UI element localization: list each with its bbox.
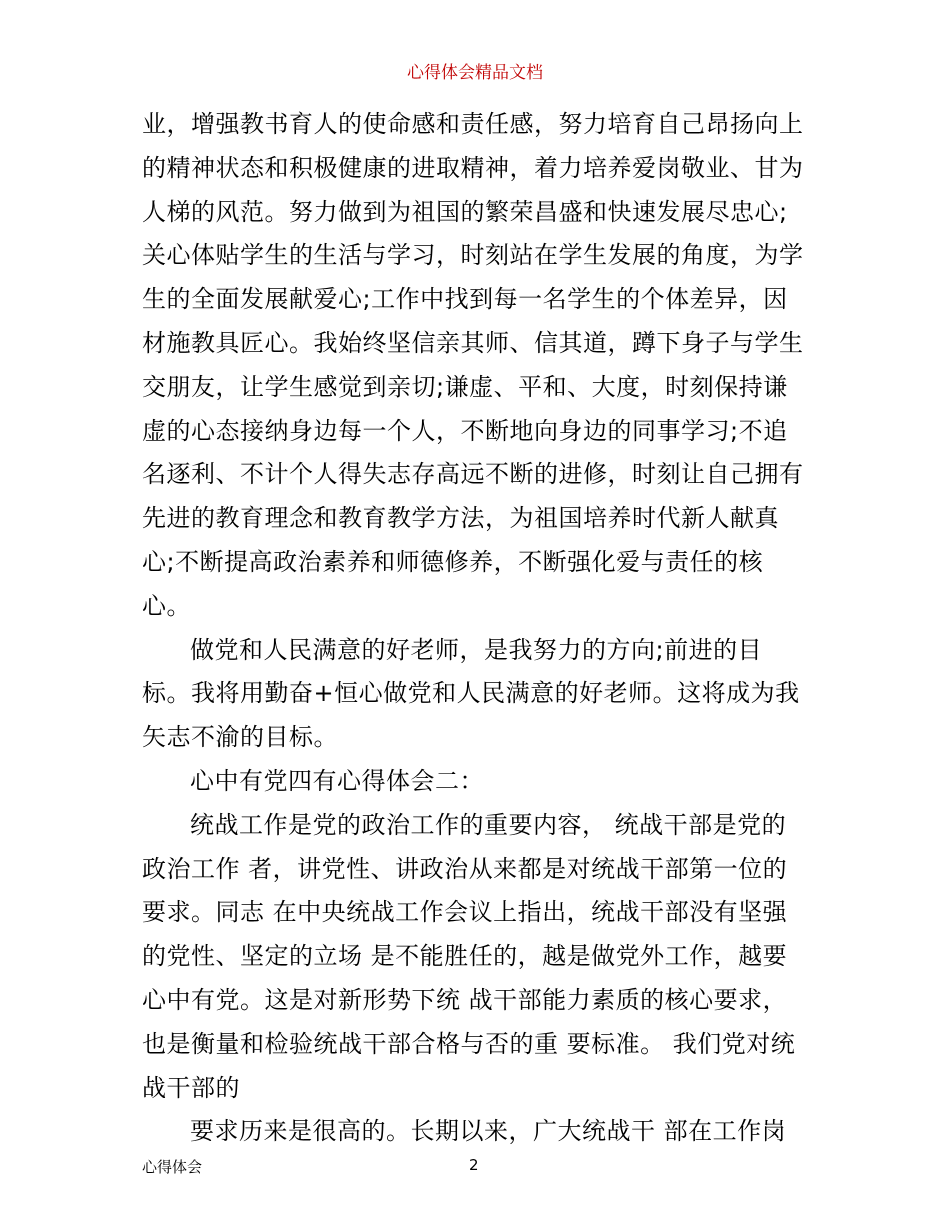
text-line: 心中有党四有心得体会二： (190, 766, 484, 795)
text-line: 材施教具匠心。我始终坚信亲其师、信其道，蹲下身子与学生 (142, 328, 804, 357)
text-line: 虚的心态接纳身边每一个人，不断地向身边的同事学习;不追 (142, 416, 788, 445)
text-line: 人梯的风范。努力做到为祖国的繁荣昌盛和快速发展尽忠心; (142, 197, 788, 226)
text-line: 心。 (142, 591, 191, 620)
text-line: 先进的教育理念和教育教学方法，为祖国培养时代新人献真 (142, 504, 779, 533)
text-line: 关心体贴学生的生活与学习，时刻站在学生发展的角度，为学 (142, 241, 804, 270)
text-line: 交朋友，让学生感觉到亲切;谦虚、平和、大度，时刻保持谦 (142, 372, 788, 401)
text-line: 统战工作是党的政治工作的重要内容， 统战干部是党的 (190, 810, 787, 839)
text-line: 生的全面发展献爱心;工作中找到每一名学生的个体差异，因 (142, 285, 788, 314)
text-line: 心;不断提高政治素养和师德修养，不断强化爱与责任的核 (142, 547, 764, 576)
text-line: 业，增强教书育人的使命感和责任感，努力培育自己昂扬向上 (142, 110, 804, 138)
text-line: 要求历来是很高的。长期以来，广大统战干 部在工作岗 (190, 1117, 787, 1146)
document-body (142, 103, 814, 1154)
text-line: 战干部的 (142, 1073, 240, 1102)
text-line: 标。我将用勤奋+恒心做党和人民满意的好老师。这将成为我 (142, 679, 800, 708)
text-line: 心中有党。这是对新形势下统 战干部能力素质的核心要求， (142, 985, 788, 1014)
page-number: 2 (469, 1156, 479, 1174)
text-line: 做党和人民满意的好老师，是我努力的方向;前进的目 (190, 635, 763, 664)
document-header: 心得体会精品文档 (407, 63, 543, 83)
text-line: 的精神状态和积极健康的进取精神，着力培养爱岗敬业、甘为 (142, 153, 804, 182)
footer-label: 心得体会 (142, 1158, 203, 1176)
text-line: 也是衡量和检验统战干部合格与否的重 要标准。 我们党对统 (142, 1029, 796, 1058)
text-line: 矢志不渝的目标。 (142, 723, 338, 752)
text-line: 的党性、坚定的立场 是不能胜任的，越是做党外工作，越要 (142, 942, 788, 971)
text-line: 政治工作 者，讲党性、讲政治从来都是对统战干部第一位的 (142, 854, 788, 883)
text-line: 名逐利、不计个人得失志存高远不断的进修，时刻让自己拥有 (142, 460, 804, 489)
text-line: 要求。同志 在中央统战工作会议上指出，统战干部没有坚强 (142, 898, 788, 927)
